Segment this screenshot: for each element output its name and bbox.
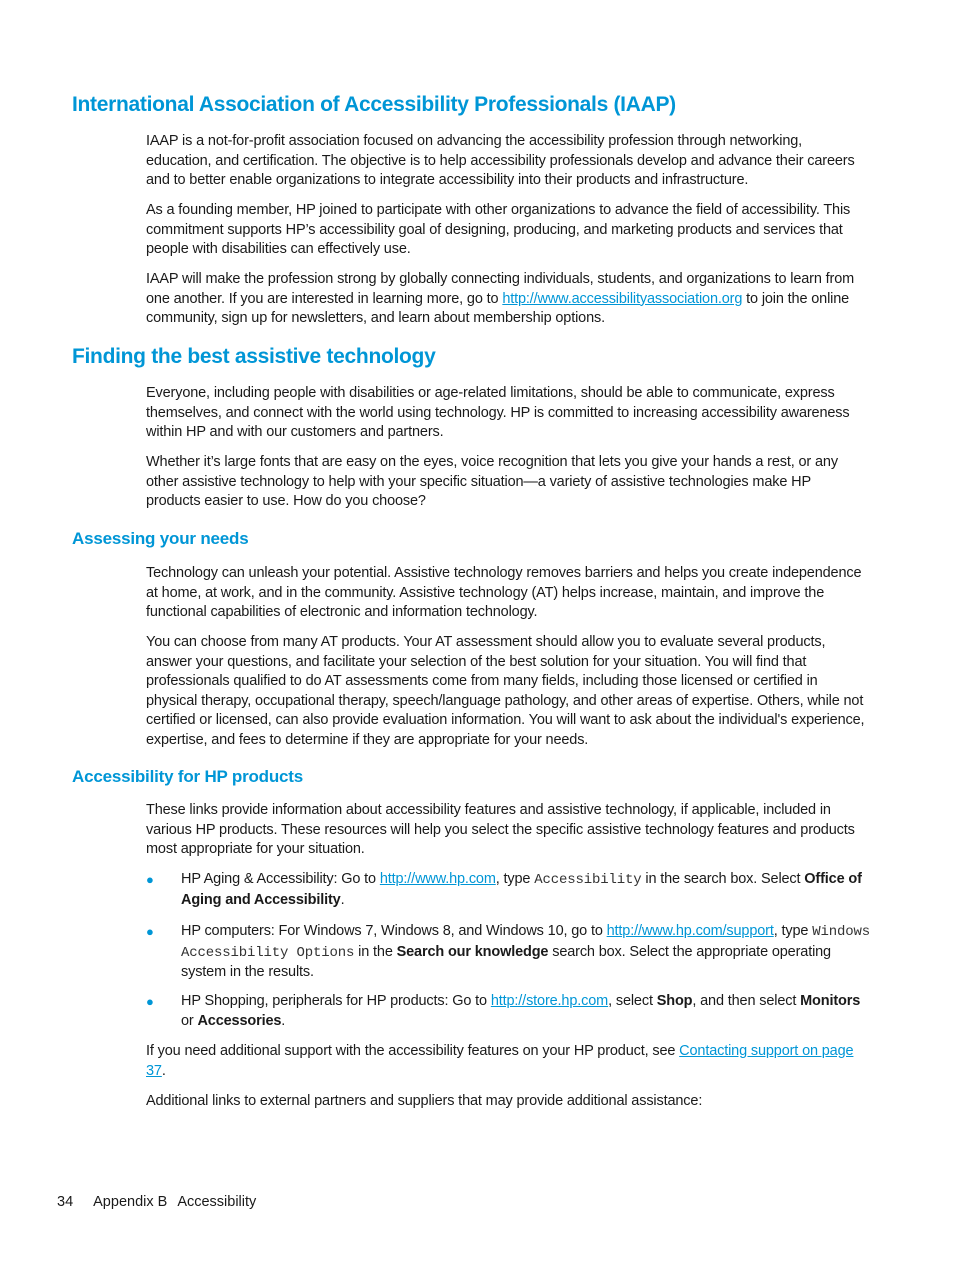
heading-accessibility-hp-products: Accessibility for HP products [72, 767, 304, 786]
text-segment: HP Shopping, peripherals for HP products: Go to [181, 993, 491, 1009]
bold-shop: Shop [656, 993, 693, 1009]
text-segment: to join the online community, sign up for newsletters, and learn about membership options. [146, 290, 850, 326]
bullet-icon: ● [146, 924, 154, 939]
text-segment: , type [773, 923, 813, 939]
text-segment: . [340, 891, 345, 908]
code-windows-accessibility-options: Windows Accessibility Options [181, 924, 870, 961]
page-number: 34 [57, 1194, 74, 1210]
heading-assessing-needs: Assessing your needs [72, 529, 249, 548]
text-segment: . [281, 1012, 286, 1029]
code-accessibility: Accessibility [534, 872, 642, 888]
iaap-paragraph-2: As a founding member, HP joined to participate with other organizations to advance the field of accessibility. This commitment supports HP’s accessibility goal of designing, producing, and marketing products and services that people with disabilities can effectively use. [146, 202, 851, 257]
bullet-hp-aging [181, 870, 871, 910]
bold-monitors: Monitors [800, 993, 861, 1009]
contacting-support-link[interactable]: Contacting support on page 37 [146, 1043, 854, 1079]
heading-finding-assistive-technology: Finding the best assistive technology [72, 345, 436, 368]
bold-accessories: Accessories [197, 1012, 282, 1029]
finding-paragraph-1: Everyone, including people with disabilities or age-related limitations, should be able to communicate, express themselves, and connect with the world using technology. HP is committed to increasing accessibility awareness within HP and with our customers and partners. [146, 385, 850, 440]
finding-paragraph-2: Whether it’s large fonts that are easy on the eyes, voice recognition that lets you give your hands a rest, or any other assistive technology to help with your specific situation—a variety of assistive technologies make HP products easier to use. How do you choose? [146, 454, 838, 509]
bullet-icon: ● [146, 994, 154, 1009]
text-segment: in the [354, 943, 397, 960]
text-segment: search box. Select the appropriate operating system in the results. [181, 943, 831, 980]
bold-office-aging: Office of Aging and Accessibility [181, 871, 862, 908]
bullet-icon: ● [146, 872, 154, 887]
text-segment: IAAP will make the profession strong by globally connecting individuals, students, and organizations to learn from one another. If you are interested in learning more, go to [146, 271, 855, 307]
hp-com-link[interactable]: http://www.hp.com [379, 871, 496, 887]
text-segment: If you need additional support with the accessibility features on your HP product, see [146, 1043, 680, 1059]
bullet-hp-shopping [181, 992, 871, 1031]
hp-products-intro: These links provide information about accessibility features and assistive technology, if applicable, included in various HP products. These resources will help you select the specific assistive technology features and products most appropriate for your situation. [146, 802, 855, 857]
text-segment: , and then select [692, 993, 801, 1009]
text-segment: , select [608, 993, 657, 1009]
footer-section: Accessibility [177, 1194, 257, 1210]
iaap-paragraph-1: IAAP is a not-for-profit association focused on advancing the accessibility profession through networking, education, and certification. The objective is to help accessibility professionals develop and advance their careers and to better enable organizations to integrate accessibility into their products and infrastructure. [146, 133, 855, 188]
iaap-paragraph-3 [146, 270, 868, 329]
additional-links-paragraph: Additional links to external partners and suppliers that may provide additional assistance: [146, 1093, 703, 1109]
text-segment: or [181, 1012, 198, 1029]
text-segment: , type [495, 871, 535, 887]
text-segment: HP computers: For Windows 7, Windows 8, and Windows 10, go to [181, 923, 607, 939]
bullet-hp-computers [181, 922, 871, 983]
text-segment: HP Aging & Accessibility: Go to [181, 871, 380, 887]
footer-appendix: Appendix B [93, 1194, 168, 1210]
assessing-paragraph-2: You can choose from many AT products. Your AT assessment should allow you to evaluate several products, answer your questions, and facilitate your selection of the best solution for your situation. You will find that professionals qualified to do AT assessments come from many fields, including those licensed or certified in physical therapy, occupational therapy, speech/language pathology, and other areas of expertise. Others, while not certified or licensed, can also provide evaluation information. You will want to ask about the individual's experience, expertise, and fees to determine if they are appropriate for your needs. [146, 634, 865, 748]
page-footer [57, 1193, 256, 1212]
text-segment: . [161, 1062, 166, 1079]
heading-iaap: International Association of Accessibility Professionals (IAAP) [72, 93, 676, 116]
hp-support-link[interactable]: http://www.hp.com/support [606, 923, 774, 939]
support-paragraph [146, 1042, 868, 1081]
store-hp-link[interactable]: http://store.hp.com [490, 993, 609, 1009]
assessing-paragraph-1: Technology can unleash your potential. Assistive technology removes barriers and helps you create independence at home, at work, and in the community. Assistive technology (AT) helps increase, maintain, and improve the functional capabilities of electronic and information technology. [146, 565, 862, 620]
text-segment: in the search box. Select [641, 871, 805, 887]
accessibility-association-link[interactable]: http://www.accessibilityassociation.org [502, 290, 743, 307]
bold-search-knowledge: Search our knowledge [396, 943, 549, 960]
